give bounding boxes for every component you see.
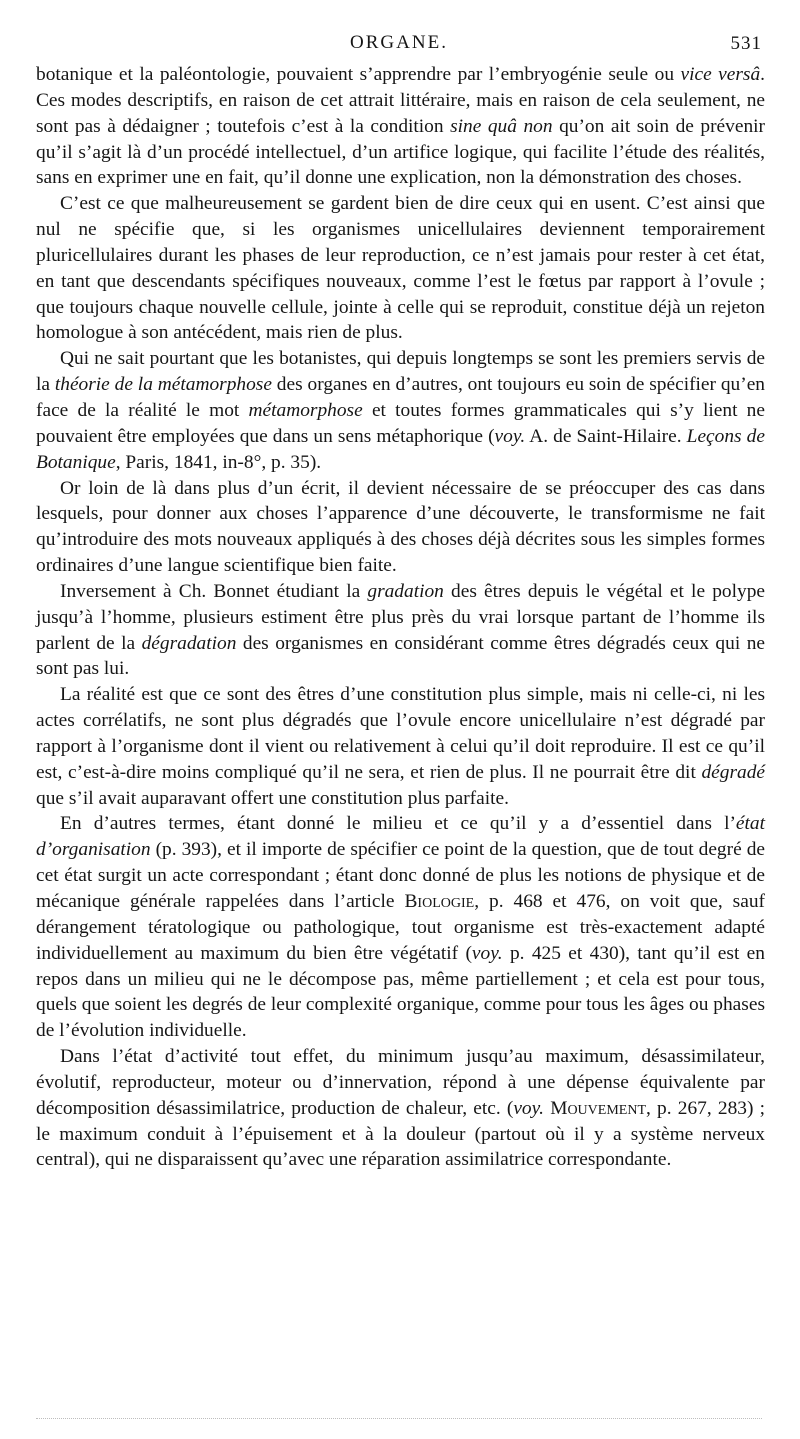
italic-run: vice versâ (680, 64, 761, 85)
italic-run: Leçons de Botanique (36, 425, 765, 473)
text-run: Or loin de là dans plus d’un écrit, il devient nécessaire de se préoccuper des cas dans lesquels, pour donner aux choses l’apparence d’une découverte, le transformisme ne fait qu’introduire des mots nouveaux appliqués à des choses déjà décrites sous les simples formes ordinaires d’une langue scientifique bien faite. (36, 477, 765, 577)
paragraph (36, 476, 765, 579)
italic-run: état d’organisation (36, 813, 765, 861)
text-run: des êtres depuis le végétal et le polype jusqu’à l’homme, plusieurs estiment être plus près du vrai lorsque partant de l’homme ils parlent de la (36, 580, 765, 654)
text-run: et toutes formes grammaticales qui s’y lient ne pouvaient être employées que dans un sens métaphorique ( (36, 399, 765, 447)
text-run: , Paris, 1841, in-8°, p. 35). (115, 451, 322, 473)
bottom-margin-marks (36, 1418, 762, 1419)
page-number: 531 (730, 33, 762, 54)
text-run: p. 425 et 430), tant qu’il est en repos dans un milieu qui ne le décompose pas, même partiellement ; et cela est pour tous, quels que soient les degrés de leur complexité organique, comme pour tous les âges ou phases de l’évolution individuelle. (36, 942, 765, 1042)
text-run: botanique et la paléontologie, pouvaient s’apprendre par l’embryogénie seule ou (36, 64, 681, 85)
paragraph (36, 1044, 765, 1173)
small-caps-run: Biologie (404, 891, 475, 912)
text-run: que s’il avait auparavant offert une constitution plus parfaite. (36, 787, 509, 809)
text-run: (p. 393), et il importe de spécifier ce point de la question, que de tout degré de cet état surgit un acte correspondant ; étant donc donné de plus les notions de physique et de mécanique générale rappelées dans l’article (36, 839, 765, 912)
text-run: qu’on ait soin de prévenir qu’il s’agit là d’un procédé intellectuel, d’un artifice logique, qui facilite l’étude des réalités, sans en exprimer une en fait, qu’il donne une explication, non la démonstration des choses. (36, 115, 765, 189)
text-run: A. de Saint-Hilaire. (525, 425, 687, 447)
italic-run: dégradation (141, 632, 237, 654)
text-run: En d’autres termes, étant donné le milieu et ce qu’il y a d’essentiel dans l’ (60, 813, 736, 835)
paragraph (36, 811, 765, 1044)
text-run: des organismes en considérant comme êtres dégradés ceux qui ne sont pas lui. (36, 632, 765, 680)
small-caps-run: Mouvement (550, 1097, 646, 1119)
text-run: Dans l’état d’activité tout effet, du minimum jusqu’au maximum, désassimilateur, évolutif, reproducteur, moteur ou d’innervation, répond à une dépense équivalente par décomposition désassimilatrice, production de chaleur, etc. ( (36, 1046, 765, 1119)
page-header (36, 32, 762, 56)
italic-run: gradation (367, 580, 444, 602)
italic-run: métamorphose (248, 399, 363, 421)
text-run: . Ces modes descriptifs, en raison de cet attrait littéraire, mais en raison de cela seulement, ne sont pas à dédaigner ; toutefois c’est à la condition (36, 64, 765, 137)
paragraph (36, 682, 765, 811)
paragraph (36, 191, 765, 346)
paragraph (36, 62, 765, 191)
italic-run: dégradé (701, 761, 765, 783)
italic-run: voy. (494, 425, 526, 447)
italic-run: théorie de la métamorphose (54, 374, 272, 396)
italic-run: sine quâ non (450, 115, 553, 137)
text-run: La réalité est que ce sont des êtres d’une constitution plus simple, mais ni celle-ci, ni les actes corrélatifs, ne sont plus dégradés que l’ovule encore unicellulaire n’est dégradé par rapport à l’organisme dont il vient ou relativement à celui qu’il doit reproduire. Il est ce qu’il est, c’est-à-dire moins compliqué qu’il ne sera, et rien de plus. Il ne pourrait être dit (36, 684, 765, 783)
text-run: , p. 267, 283) ; le maximum conduit à l’épuisement et à la douleur (partout où il y a système nerveux central), qui ne disparaissent qu’avec une réparation assimilatrice correspondante. (36, 1097, 765, 1171)
body-text (36, 62, 765, 1173)
italic-run: voy. (513, 1097, 545, 1119)
italic-run: voy. (471, 942, 503, 964)
text-run: Qui ne sait pourtant que les botanistes, qui depuis longtemps se sont les premiers servis de la (36, 348, 765, 396)
text-run: , p. 468 et 476, on voit que, sauf dérangement tératologique ou pathologique, tout organisme est très-exactement adapté individuellement au maximum du bien être végétatif ( (36, 891, 765, 964)
running-title: ORGANE. (350, 32, 448, 53)
paragraph (36, 579, 765, 682)
text-run: des organes en d’autres, ont toujours eu soin de spécifier qu’en face de la réalité le mot (36, 374, 765, 421)
paragraph (36, 346, 765, 475)
text-run: C’est ce que malheureusement se gardent bien de dire ceux qui en usent. C’est ainsi que nul ne spécifie que, si les organismes unicellulaires deviennent temporairement pluricellulaires durant les phases de leur reproduction, ce n’est jamais pour rester à cet état, en tant que descendants spécifiques nouveaux, comme l’est le fœtus par rapport à l’ovule ; que toujours chaque nouvelle cellule, jointe à celle qui se reproduit, constitue déjà un rejeton homologue à son antécédent, mais rien de plus. (36, 193, 765, 344)
text-run: Inversement à Ch. Bonnet étudiant la (60, 580, 368, 602)
